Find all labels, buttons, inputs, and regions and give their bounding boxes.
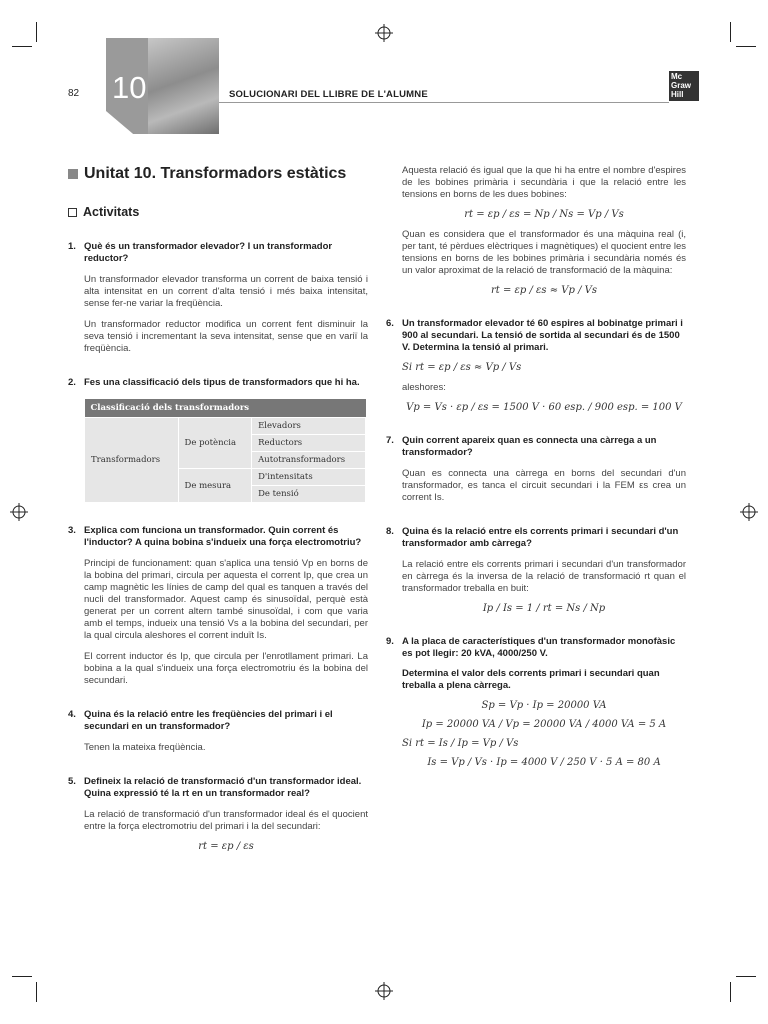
header-title: SOLUCIONARI DEL LLIBRE DE L'ALUMNE xyxy=(229,89,428,100)
question: 6. Un transformador elevador té 60 espires al bobinatge primari i 900 al secundari. La tensió de sortida al secundari és de 1500 V. Determina la tensió al primari. xyxy=(386,318,683,353)
formula: Si rt = Is / Ip = Vp / Vs xyxy=(402,738,519,749)
formula: Vp = Vs · εp / εs = 1500 V · 60 esp. / 900 esp. = 100 V xyxy=(406,402,682,413)
answer-paragraph: Un transformador reductor modifica un corrent fent disminuir la seva tensió i incrementant la seva intensitat, sense que en variï la freqüència. xyxy=(84,319,368,354)
answer-paragraph: La relació entre els corrents primari i secundari d'un transformador en càrrega és la inversa de la relació de transformació rt quan el transformador treballa en buit: xyxy=(402,559,686,594)
answer-paragraph: Principi de funcionament: quan s'aplica una tensió Vp en borns de la bobina del primari, circula per aquesta el corrent Ip, que crea un camp magnètic les línies de camp del qual es tanquen a través del nucli del transformador. Aquest camp és sinusoïdal, perquè està generat per un corrent altern també sinusoïdal, i com que varia amb el temps, indueix una tensió Vs a la bobina del secundari, per la qual circula aleshores el corrent induït Is. xyxy=(84,558,368,641)
unit-title: Unitat 10. Transformadors estàtics xyxy=(68,165,368,183)
section-title: Activitats xyxy=(68,205,368,219)
table-cell: De potència xyxy=(178,418,252,469)
crop-mark xyxy=(12,976,32,977)
square-bullet-icon xyxy=(68,169,78,179)
table-cell: De tensió xyxy=(252,486,366,503)
checkbox-square-icon xyxy=(68,208,77,217)
answer-paragraph: Quan es connecta una càrrega en borns del secundari d'un transformador, es tanca el circuit secundari i la FEM εs crea un corrent Is. xyxy=(402,468,686,503)
table-header: Classificació dels transformadors xyxy=(85,399,366,418)
formula: Ip / Is = 1 / rt = Ns / Np xyxy=(482,603,606,614)
table-cell: Reductors xyxy=(252,435,366,452)
formula: Is = Vp / Vs · Ip = 4000 V / 250 V · 5 A = 80 A xyxy=(427,757,661,768)
table-cell: Autotransformadors xyxy=(252,452,366,469)
formula: Sp = Vp · Ip = 20000 VA xyxy=(481,700,607,711)
question: 9. A la placa de característiques d'un transformador monofàsic es pot llegir: 20 kVA, 4000/250 V. xyxy=(386,636,676,659)
left-column xyxy=(68,165,368,852)
page-number: 82 xyxy=(68,88,80,99)
header-divider xyxy=(219,102,669,103)
formula: rt = εp / εs ≈ Vp / Vs xyxy=(491,285,597,296)
registration-mark-icon xyxy=(740,503,758,521)
crop-mark xyxy=(730,982,731,1002)
answer-paragraph: El corrent inductor és Ip, que circula per l'enrotllament primari. La bobina a la qual s'indueix una força electromotriu és la bobina del secundari. xyxy=(84,651,368,686)
answer-paragraph: La relació de transformació d'un transformador ideal és el quocient entre la força electromotriu del primari i la del secundari: xyxy=(84,809,368,832)
answer-paragraph: Quan es considera que el transformador és una màquina real (i, per tant, té pèrdues elèctriques i magnètiques) el quocient entre les tensions en borns de les bobines primària i secundària només és un valor aproximat de la relació de transformació de la màquina: xyxy=(402,229,686,276)
question: 1. Què és un transformador elevador? I un transformador reductor? xyxy=(68,241,333,264)
crop-mark xyxy=(736,46,756,47)
crop-mark xyxy=(730,22,731,42)
crop-mark xyxy=(12,46,32,47)
table-cell: D'intensitats xyxy=(252,469,366,486)
publisher-logo: Mc Graw Hill xyxy=(669,71,699,101)
right-column xyxy=(386,165,686,768)
table-cell: De mesura xyxy=(178,469,252,503)
answer-paragraph: Un transformador elevador transforma un corrent de baixa tensió i alta intensitat en un corrent d'alta tensió i més baixa intensitat, sense fer-ne variar la freqüència. xyxy=(84,274,368,309)
registration-mark-icon xyxy=(375,24,393,42)
question-subpart: Determina el valor dels corrents primari i secundari quan treballa a plena càrrega. xyxy=(402,668,660,691)
answer-paragraph: Tenen la mateixa freqüència. xyxy=(84,742,206,753)
table-cell: Elevadors xyxy=(252,418,366,435)
formula: Si rt = εp / εs ≈ Vp / Vs xyxy=(402,362,522,373)
question: 7. Quin corrent apareix quan es connecta una càrrega a un transformador? xyxy=(386,435,657,458)
crop-mark xyxy=(36,22,37,42)
table-cell: Transformadors xyxy=(85,418,179,503)
question: 3. Explica com funciona un transformador. Quin corrent és l'inductor? A quina bobina s'indueix una força electromotriu? xyxy=(68,525,362,548)
chapter-number: 10 xyxy=(112,70,147,105)
registration-mark-icon xyxy=(10,503,28,521)
question: 4. Quina és la relació entre les freqüències del primari i el secundari en un transformador? xyxy=(68,709,333,732)
answer-paragraph: aleshores: xyxy=(402,382,446,393)
classification-table xyxy=(84,399,366,503)
question: 2. Fes una classificació dels tipus de transformadors que hi ha. xyxy=(68,377,360,388)
question: 8. Quina és la relació entre els corrents primari i secundari d'un transformador amb càrrega? xyxy=(386,526,679,549)
formula: Ip = 20000 VA / Vp = 20000 VA / 4000 VA = 5 A xyxy=(421,719,667,730)
formula: rt = εp / εs xyxy=(198,841,254,852)
answer-paragraph: Aquesta relació és igual que la que hi ha entre el nombre d'espires de les bobines primària i secundària i que la relació entre les tensions en borns de les dues bobines: xyxy=(402,165,686,200)
registration-mark-icon xyxy=(375,982,393,1000)
chapter-photo xyxy=(148,38,219,134)
crop-mark xyxy=(36,982,37,1002)
crop-mark xyxy=(736,976,756,977)
question: 5. Defineix la relació de transformació d'un transformador ideal. Quina expressió té la rt en un transformador real? xyxy=(68,776,362,799)
formula: rt = εp / εs = Np / Ns = Vp / Vs xyxy=(464,209,624,220)
